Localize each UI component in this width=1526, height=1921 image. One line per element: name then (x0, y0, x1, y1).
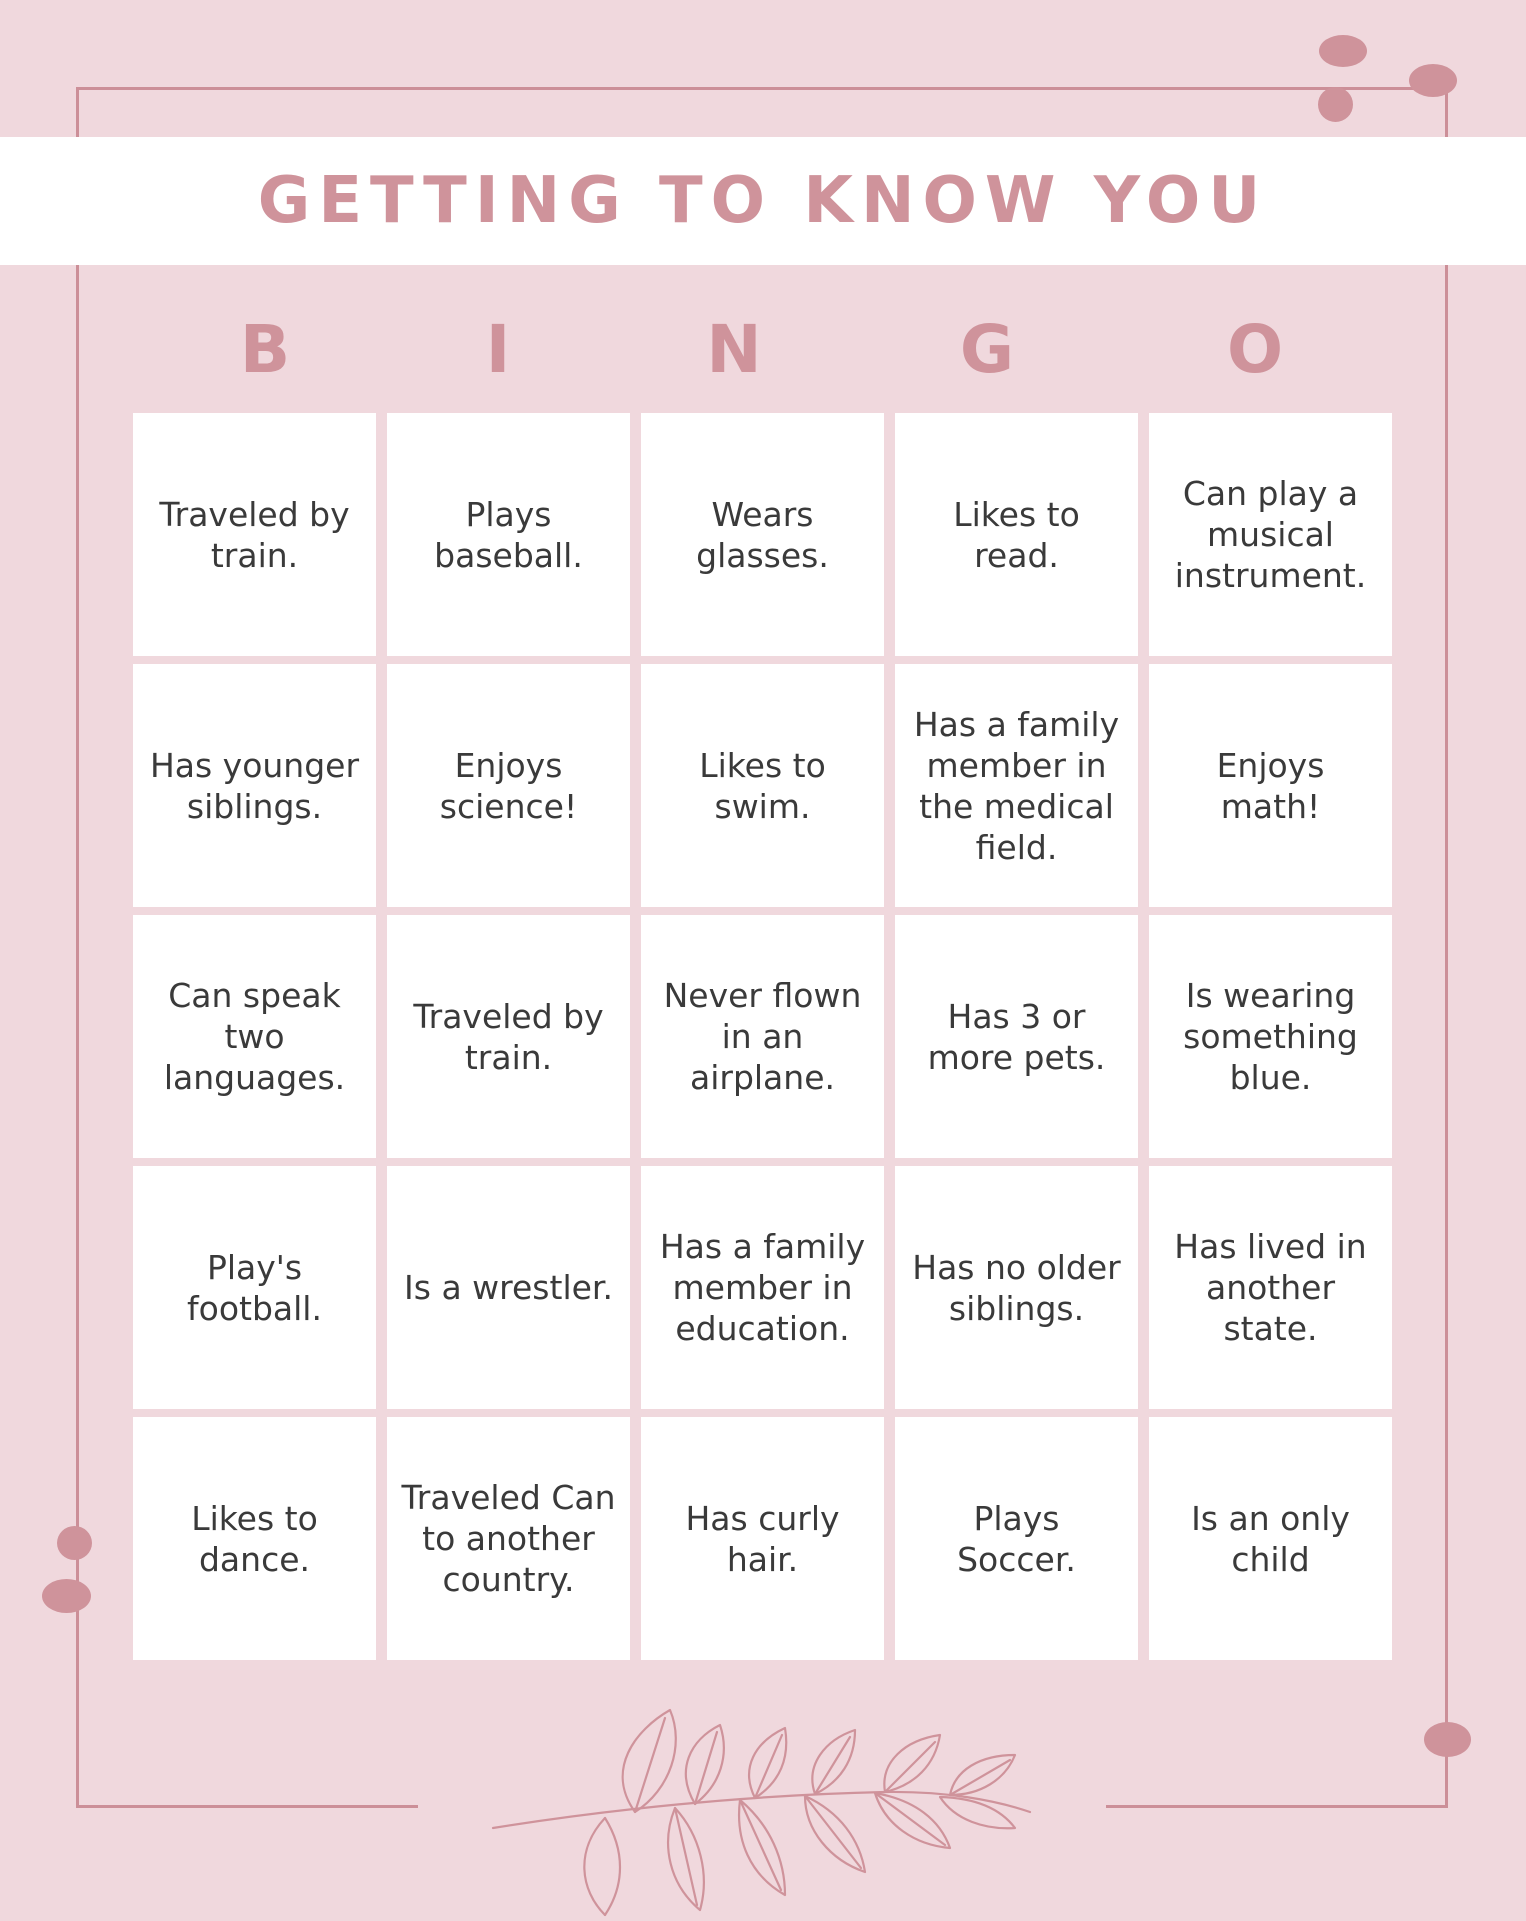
bingo-cell[interactable] (133, 1166, 376, 1409)
bingo-letter-b: B (239, 311, 291, 388)
bingo-cell[interactable] (895, 413, 1138, 656)
bingo-cell[interactable] (641, 664, 884, 907)
frame-bottom-left-line (76, 1805, 418, 1808)
page-title: GETTING TO KNOW YOU (257, 164, 1269, 238)
cell-text: Is a wrestler. (404, 1268, 613, 1307)
dot-right-1 (1424, 1722, 1471, 1757)
bingo-letter-o: O (1226, 311, 1284, 388)
bingo-cell[interactable] (387, 915, 630, 1158)
cell-text: Can play a musical instrument. (1174, 474, 1367, 595)
cell-text: Likes to read. (953, 494, 1080, 575)
bingo-cell[interactable] (387, 413, 630, 656)
cell-text: Has a family member in education. (659, 1227, 866, 1348)
frame-bottom-right-line (1106, 1805, 1448, 1808)
bingo-cell[interactable] (1149, 1417, 1392, 1660)
cell-text: Wears glasses. (696, 494, 829, 575)
bingo-letter-i: I (485, 311, 511, 388)
bingo-cell[interactable] (1149, 915, 1392, 1158)
bingo-header (0, 305, 1526, 395)
dot-top-right-3 (1318, 87, 1353, 122)
cell-text: Play's football. (187, 1247, 322, 1328)
cell-text: Likes to swim. (699, 745, 826, 826)
cell-text: Traveled Can to another country. (401, 1478, 616, 1599)
cell-text: Plays baseball. (434, 494, 583, 575)
dot-left-2 (42, 1579, 91, 1613)
bingo-cell[interactable] (387, 664, 630, 907)
cell-text: Never flown in an airplane. (663, 976, 862, 1097)
leaf-branch-icon (485, 1700, 1045, 1921)
title-band (0, 137, 1526, 265)
cell-text: Likes to dance. (191, 1498, 318, 1579)
cell-text: Is an only child (1191, 1498, 1350, 1579)
bingo-cell[interactable] (641, 1166, 884, 1409)
dot-left-1 (57, 1526, 92, 1560)
bingo-cell[interactable] (133, 1417, 376, 1660)
bingo-cell[interactable] (133, 915, 376, 1158)
cell-text: Has lived in another state. (1174, 1227, 1367, 1348)
bingo-cell[interactable] (641, 1417, 884, 1660)
bingo-cell[interactable] (133, 664, 376, 907)
bingo-cell[interactable] (133, 413, 376, 656)
frame-top-line (76, 87, 1448, 90)
bingo-grid (133, 413, 1392, 1660)
cell-text: Enjoys math! (1216, 745, 1325, 826)
bingo-cell[interactable] (895, 1166, 1138, 1409)
cell-text: Can speak two languages. (163, 976, 346, 1097)
bingo-cell[interactable] (1149, 664, 1392, 907)
cell-text: Traveled by train. (413, 996, 604, 1077)
cell-text: Is wearing something blue. (1183, 976, 1358, 1097)
bingo-cell[interactable] (387, 1166, 630, 1409)
bingo-cell[interactable] (1149, 413, 1392, 656)
bingo-cell[interactable] (895, 915, 1138, 1158)
cell-text: Has younger siblings. (149, 745, 360, 826)
dot-top-right-1 (1319, 35, 1367, 67)
cell-text: Enjoys science! (439, 745, 578, 826)
bingo-cell[interactable] (895, 1417, 1138, 1660)
cell-text: Has curly hair. (685, 1498, 840, 1579)
bingo-cell[interactable] (387, 1417, 630, 1660)
cell-text: Has a family member in the medical field. (913, 704, 1120, 867)
cell-text: Has 3 or more pets. (927, 996, 1106, 1077)
bingo-cell[interactable] (641, 413, 884, 656)
bingo-letter-g: G (959, 311, 1015, 388)
bingo-cell[interactable] (641, 915, 884, 1158)
bingo-cell[interactable] (895, 664, 1138, 907)
cell-text: Has no older siblings. (912, 1247, 1121, 1328)
bingo-letter-n: N (706, 311, 762, 388)
dot-top-right-2 (1409, 64, 1457, 97)
cell-text: Traveled by train. (159, 494, 350, 575)
bingo-cell[interactable] (1149, 1166, 1392, 1409)
cell-text: Plays Soccer. (957, 1498, 1076, 1579)
